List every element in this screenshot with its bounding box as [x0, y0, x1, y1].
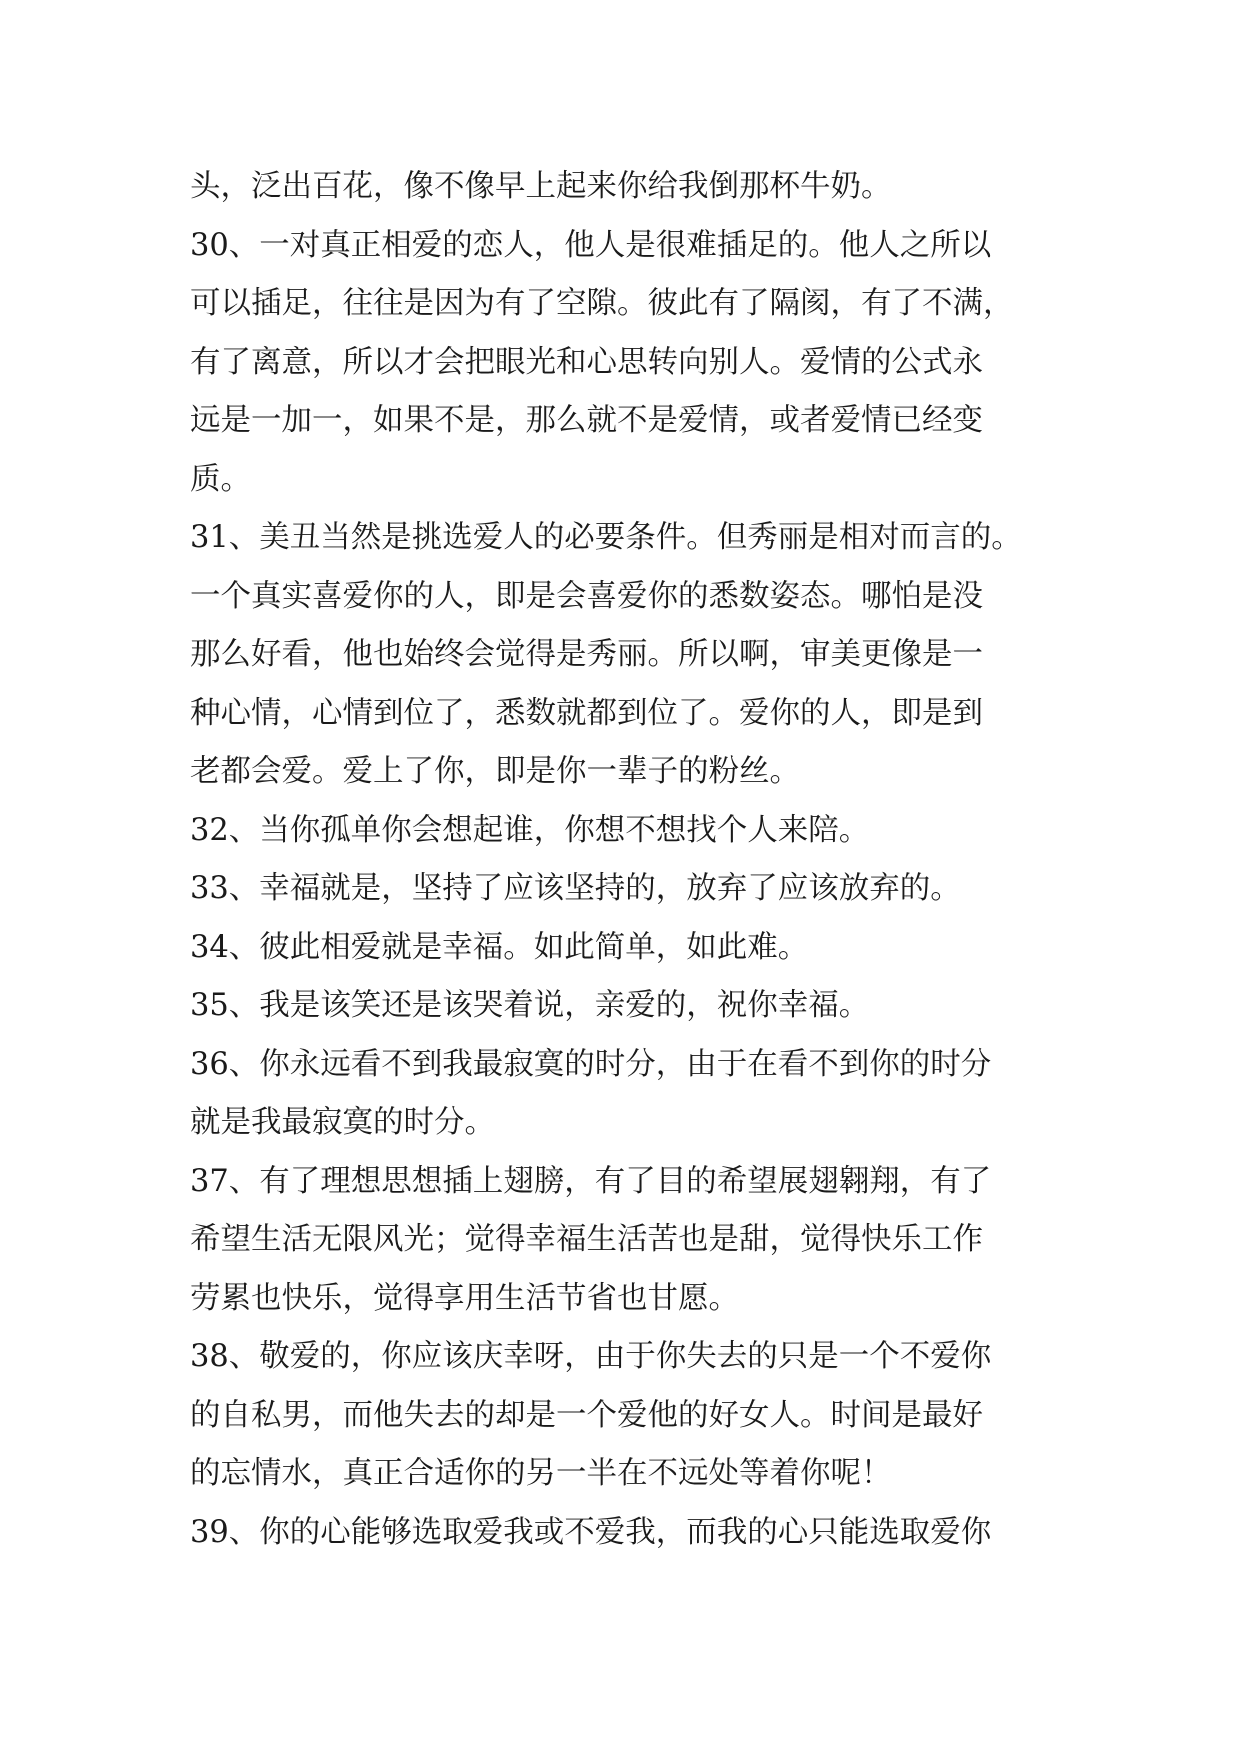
document-page — [190, 158, 1052, 1562]
text-line: 种心情，心情到位了，悉数就都到位了。爱你的人，即是到 — [190, 695, 983, 731]
text-line: 34、彼此相爱就是幸福。如此简单，如此难。 — [190, 929, 809, 965]
text-line: 31、美丑当然是挑选爱人的必要条件。但秀丽是相对而言的。 — [190, 520, 1022, 555]
text-line: 一个真实喜爱你的人，即是会喜爱你的悉数姿态。哪怕是没 — [190, 578, 983, 614]
text-line: 35、我是该笑还是该哭着说，亲爱的，祝你幸福。 — [190, 988, 870, 1023]
text-line: 的自私男，而他失去的却是一个爱他的好女人。时间是最好 — [190, 1397, 983, 1433]
text-line: 头，泛出百花，像不像早上起来你给我倒那杯牛奶。 — [190, 169, 892, 204]
text-line: 的忘情水，真正合适你的另一半在不远处等着你呢！ — [190, 1456, 892, 1491]
text-line: 就是我最寂寞的时分。 — [190, 1105, 495, 1140]
text-line: 希望生活无限风光；觉得幸福生活苦也是甜，觉得快乐工作 — [190, 1222, 983, 1257]
text-line: 32、当你孤单你会想起谁，你想不想找个人来陪。 — [190, 812, 870, 848]
text-line: 36、你永远看不到我最寂寞的时分，由于在看不到你的时分 — [190, 1046, 992, 1082]
text-line: 老都会爱。爱上了你，即是你一辈子的粉丝。 — [190, 754, 800, 789]
text-line: 有了离意，所以才会把眼光和心思转向别人。爱情的公式永 — [190, 344, 983, 380]
text-line: 39、你的心能够选取爱我或不爱我，而我的心只能选取爱你 — [190, 1514, 992, 1550]
text-line: 质。 — [190, 461, 251, 497]
text-line: 劳累也快乐，觉得享用生活节省也甘愿。 — [190, 1280, 739, 1316]
text-line: 33、幸福就是，坚持了应该坚持的，放弃了应该放弃的。 — [190, 871, 961, 906]
text-line: 38、敬爱的，你应该庆幸呀，由于你失去的只是一个不爱你 — [190, 1339, 992, 1374]
text-line: 那么好看，他也始终会觉得是秀丽。所以啊，审美更像是一 — [190, 637, 983, 672]
text-line: 远是一加一，如果不是，那么就不是爱情，或者爱情已经变 — [190, 403, 983, 438]
text-line: 30、一对真正相爱的恋人，他人是很难插足的。他人之所以 — [190, 227, 992, 263]
text-line: 37、有了理想思想插上翅膀，有了目的希望展翅翱翔，有了 — [190, 1163, 992, 1199]
text-line: 可以插足，往往是因为有了空隙。彼此有了隔阂，有了不满， — [190, 286, 1014, 321]
